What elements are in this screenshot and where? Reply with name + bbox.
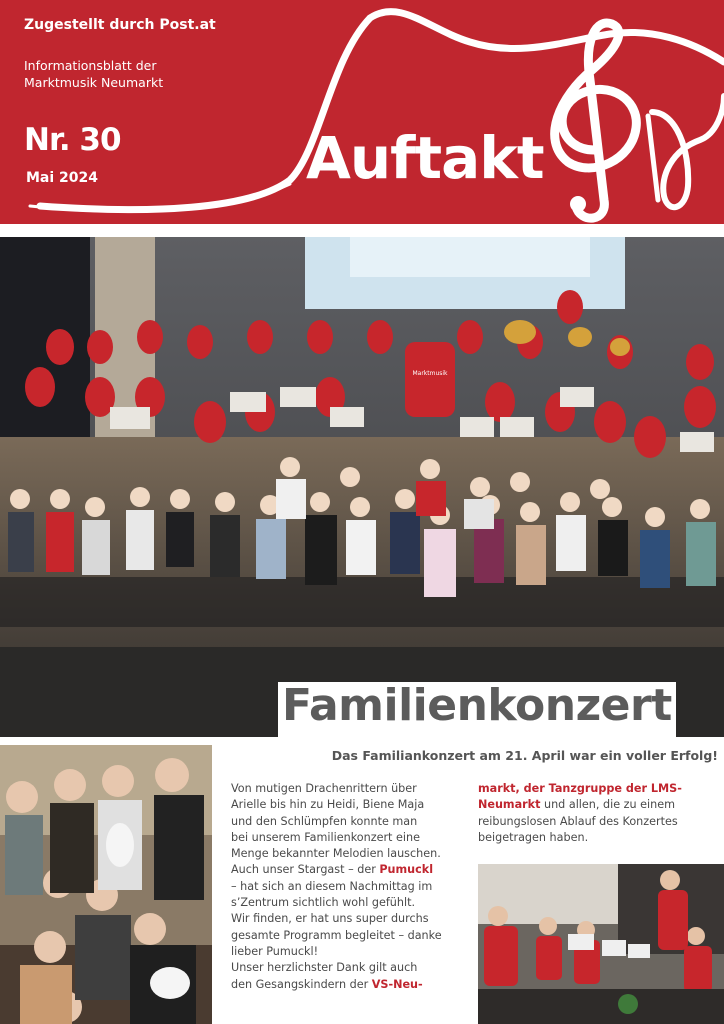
text-fragment: Auch unser Stargast – der — [231, 863, 380, 877]
text-line: s’Zentrum sichtlich wohl gefühlt. — [231, 896, 416, 910]
musicians-photo — [478, 864, 724, 1024]
delivery-note: Zugestellt durch Post.at — [24, 17, 216, 33]
treble-clef-icon — [555, 23, 724, 218]
text-fragment: und allen, die zu einem — [540, 798, 676, 812]
highlight-vs-neumarkt: VS-Neu- — [371, 977, 423, 991]
info-line: Informationsblatt der — [24, 58, 157, 73]
text-fragment: den Gesangskindern der — [231, 977, 372, 991]
article-headline: Familienkonzert — [282, 680, 672, 731]
highlight-pumuckl: Pumuckl — [379, 863, 434, 877]
text-line: gesamte Programm begleitet – danke — [231, 928, 442, 942]
text-line — [231, 862, 467, 878]
conductor-shirt-print: Marktmusik — [412, 370, 448, 377]
info-line: Marktmusik Neumarkt — [24, 75, 164, 90]
magazine-title: Auftakt — [306, 124, 544, 192]
highlight-line: markt, der Tanzgruppe der LMS- — [478, 782, 682, 795]
article-column-left — [231, 781, 467, 993]
text-line: und den Schlümpfen konnte man — [231, 814, 418, 828]
costumed-children-photo — [0, 745, 212, 1024]
text-line: – hat sich an diesem Nachmittag im — [231, 879, 433, 893]
header-divider — [0, 224, 724, 237]
article-subheadline: Das Familiankonzert am 21. April war ein voller Erfolg! — [331, 748, 718, 763]
text-line: beigetragen haben. — [478, 830, 589, 844]
article-column-right — [478, 781, 716, 846]
text-line: reibungslosen Ablauf des Konzertes — [478, 814, 678, 828]
issue-date: Mai 2024 — [26, 170, 99, 186]
publication-description — [24, 57, 224, 91]
highlight-lms-neumarkt: Neumarkt — [478, 798, 541, 812]
text-line — [478, 797, 716, 813]
text-line: lieber Pumuckl! — [231, 944, 319, 958]
masthead — [0, 0, 724, 224]
text-line: bei unserem Familienkonzert eine — [231, 830, 420, 844]
issue-number: Nr. 30 — [24, 122, 121, 158]
concert-photo — [0, 237, 724, 737]
text-line: Arielle bis hin zu Heidi, Biene Maja — [231, 798, 425, 812]
text-line: Unser herzlichster Dank gilt auch — [231, 961, 418, 975]
text-line — [231, 977, 467, 993]
text-line: Von mutigen Drachenrittern über — [231, 782, 417, 795]
text-line: Menge bekannter Melodien lauschen. — [231, 847, 441, 861]
text-line: Wir finden, er hat uns super durchs — [231, 912, 429, 926]
